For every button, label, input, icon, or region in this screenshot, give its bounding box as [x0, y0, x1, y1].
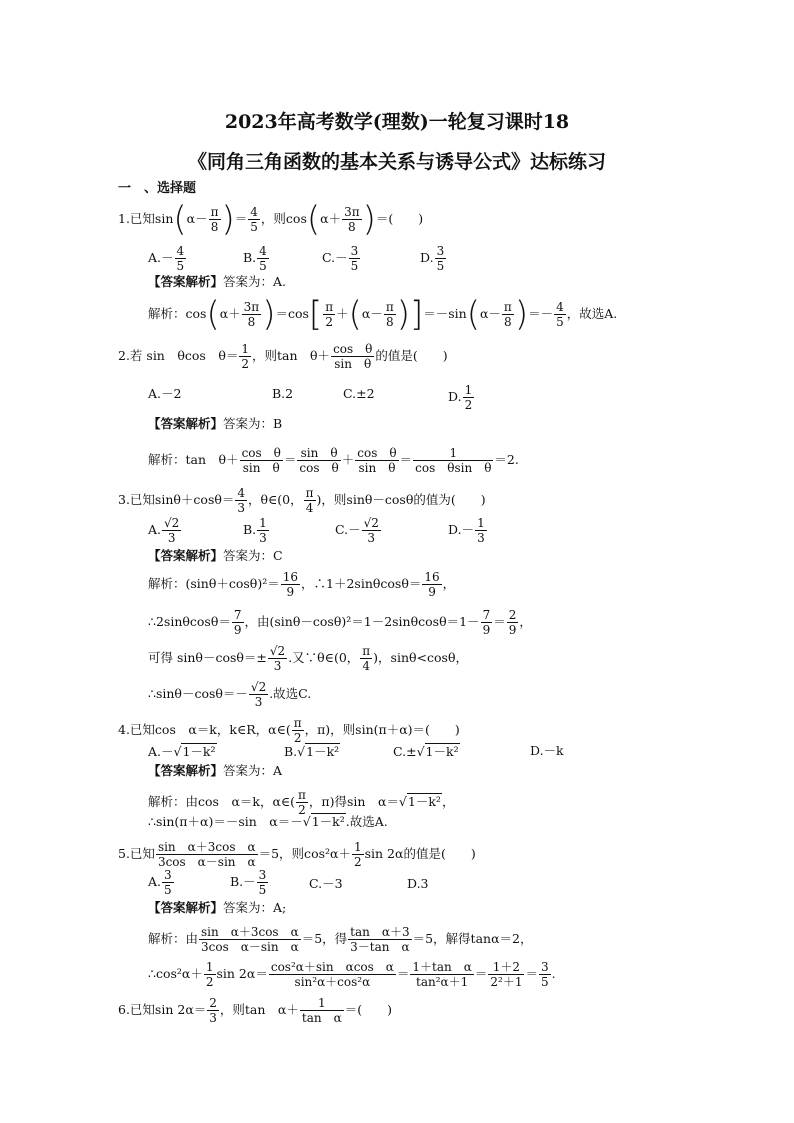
fraction — [257, 516, 269, 545]
fraction — [481, 608, 493, 637]
fraction-den: cos θsin θ — [415, 461, 492, 475]
fraction — [323, 300, 335, 329]
fraction — [281, 570, 300, 599]
fraction-den: 9 — [286, 585, 295, 599]
fraction — [422, 570, 441, 599]
q1-option-a — [148, 244, 187, 273]
q5-solution-line-1 — [148, 925, 532, 954]
fraction-num: 1 — [413, 446, 493, 461]
fraction — [539, 960, 551, 989]
fraction-den: 2²＋1 — [490, 975, 523, 989]
fraction-den: 9 — [428, 585, 436, 599]
solution-text: ∴cos²α＋ — [148, 966, 203, 981]
fraction — [249, 680, 268, 709]
fraction-num: 1 — [477, 516, 485, 530]
fraction-num: cos θ — [241, 446, 281, 460]
q1-solution: 解析：cos(α＋ $\frac{3\pi}{8}$ )＝cos[ $\frac{\pi}{2}$ ＋(α－ $\frac{\pi}{8}$ )]＝－sin(α－ $\frac{\pi}{8}$ )＝－ $\frac{4}{5}$ ，故选A. — [148, 294, 618, 335]
fraction-den: 3 — [237, 501, 246, 515]
solution-text: 解析：tan θ＋ — [148, 452, 239, 467]
fraction-den: 5 — [556, 315, 564, 329]
solution-text: ＝2. — [494, 452, 519, 467]
fraction — [475, 516, 487, 545]
q2-text: 的值是( ) — [375, 348, 448, 363]
fraction-num: cos θ — [333, 342, 373, 356]
q2-answer — [148, 416, 282, 432]
q6-text: ，则tan α＋ — [219, 1002, 299, 1017]
fraction-den: 8 — [247, 315, 256, 329]
fraction — [257, 868, 269, 897]
q4-option-c: C.±√1－k² — [393, 744, 459, 759]
q1-text: ＝ — [234, 211, 248, 226]
fraction-num: √2 — [250, 680, 267, 694]
fraction-den: 9 — [233, 623, 242, 637]
q1-text: α－ — [186, 211, 208, 226]
q1-text: ，则cos — [260, 211, 307, 226]
q4-answer — [148, 763, 282, 779]
fraction — [554, 300, 566, 329]
fraction-den: 2 — [298, 803, 306, 817]
answer-text: 答案为：B — [223, 416, 283, 431]
radical: 1－k² — [311, 814, 345, 829]
fraction-num: sin α＋3cos α — [157, 840, 256, 854]
fraction-den: 2 — [293, 731, 302, 745]
fraction — [384, 300, 396, 329]
fraction-den: 8 — [210, 220, 219, 234]
q1-answer — [148, 274, 286, 290]
solution-text: )，sinθ<cosθ， — [373, 650, 468, 665]
fraction — [410, 960, 473, 989]
solution-text: ＝－ — [528, 306, 554, 321]
fraction-den: 3 — [167, 531, 176, 545]
q5-option-b — [230, 868, 269, 897]
fraction-num: 1 — [241, 342, 249, 356]
fraction — [352, 840, 364, 869]
answer-tag: 【答案解析】 — [148, 763, 224, 778]
fraction-num: cos θ — [357, 446, 397, 460]
fraction — [348, 925, 411, 954]
q3-solution-line-4 — [148, 680, 311, 709]
q4-solution-line-1: 解析：由cos α＝k，α∈( $\frac{\pi}{2}$ ，π)得sin α＝√1－k²， — [148, 788, 455, 817]
fraction — [300, 996, 344, 1025]
solution-text: .故选C. — [269, 686, 312, 701]
document-subtitle: 《同角三角函数的基本关系与诱导公式》达标练习 — [187, 151, 606, 173]
q3-option-a — [148, 516, 182, 545]
radical: 1－k² — [425, 744, 459, 759]
answer-tag: 【答案解析】 — [148, 416, 224, 431]
fraction-den: 3－tan α — [350, 940, 410, 954]
fraction-num: 3 — [541, 960, 549, 974]
fraction-num: 1＋2 — [488, 960, 524, 975]
q2-text: 2.若 sin θcos θ＝ — [118, 348, 239, 363]
fraction — [304, 486, 316, 515]
option-label: A.－ — [148, 250, 174, 265]
fraction-num: tan α＋3 — [350, 925, 410, 939]
option-label: C.± — [393, 744, 417, 759]
fraction — [239, 342, 251, 371]
option-label: C.－ — [322, 250, 348, 265]
fraction — [360, 644, 372, 673]
fraction-num: π — [385, 300, 394, 314]
fraction — [507, 608, 519, 637]
fraction-den: 3cos α－sin α — [201, 940, 299, 954]
q2-option-a: A.－2 — [148, 386, 182, 401]
fraction — [355, 446, 398, 475]
fraction-den: 8 — [504, 315, 512, 329]
fraction — [488, 960, 524, 989]
radical: 1－k² — [306, 744, 340, 759]
fraction-num: √2 — [269, 644, 286, 658]
solution-text: . — [551, 966, 556, 981]
option-label: D. — [420, 250, 434, 265]
question-4 — [118, 716, 460, 745]
q2-option-c: C.±2 — [343, 386, 375, 401]
section-heading: 一 、选择题 — [118, 181, 197, 196]
solution-text: ，∴1＋2sinθcosθ＝ — [301, 576, 422, 591]
q4-option-a: A.－√1－k² — [148, 744, 216, 759]
q2-solution — [148, 446, 519, 475]
fraction — [207, 996, 219, 1025]
solution-text: ＋ — [341, 452, 355, 467]
q3-solution-line-1 — [148, 570, 455, 599]
fraction — [204, 960, 216, 989]
fraction — [235, 486, 247, 515]
fraction — [297, 446, 340, 475]
fraction-den: 9 — [508, 623, 517, 637]
fraction-den: sin θ — [334, 357, 372, 371]
q5-option-a — [148, 868, 175, 897]
fraction-num: 4 — [250, 205, 258, 219]
solution-text: .故选A. — [345, 814, 388, 829]
fraction — [242, 300, 262, 329]
fraction — [362, 516, 381, 545]
fraction-den: 8 — [348, 220, 356, 234]
fraction — [175, 244, 187, 273]
fraction — [292, 716, 304, 745]
q1-text: 1.已知sin — [118, 211, 174, 226]
fraction — [268, 644, 287, 673]
option-label: A.－ — [148, 744, 174, 759]
answer-tag: 【答案解析】 — [148, 274, 224, 289]
solution-text: ，故选A. — [566, 306, 618, 321]
solution-text: ＋ — [336, 306, 349, 321]
fraction-den: 8 — [385, 315, 394, 329]
fraction-num: π — [210, 205, 219, 219]
q4-text: ，π)，则sin(π＋α)＝( ) — [304, 722, 460, 737]
q4-option-b: B.√1－k² — [284, 744, 340, 759]
fraction-num: 1＋tan α — [412, 960, 472, 974]
q3-option-b — [243, 516, 270, 545]
option-label: A. — [148, 874, 162, 889]
fraction-den: 3 — [209, 1011, 217, 1025]
question-1: 1.已知sin(α－ $\frac{\pi}{8}$ )＝ $\frac{4}{5}$ ，则cos(α＋ $\frac{3\pi}{8}$ )＝( ) — [118, 199, 424, 240]
q3-answer — [148, 548, 283, 564]
fraction-num: 4 — [176, 244, 185, 258]
fraction-den: 2 — [353, 855, 362, 869]
fraction — [199, 925, 301, 954]
fraction — [463, 383, 475, 412]
solution-text: α＋ — [219, 306, 241, 321]
fraction-den: 9 — [482, 623, 491, 637]
fraction-den: 3cos α－sin α — [157, 855, 256, 869]
fraction-num: 1 — [205, 960, 214, 974]
fraction-den: 2 — [464, 398, 473, 412]
fraction — [269, 960, 396, 989]
q5-solution-line-2 — [148, 960, 556, 989]
fraction-num: 7 — [482, 608, 491, 622]
fraction-num: 3π — [344, 205, 360, 219]
q1-text: ＝( ) — [375, 211, 424, 226]
answer-text: 答案为：C — [223, 548, 283, 563]
fraction-den: sin θ — [242, 461, 280, 475]
q4-text: 4.已知cos α＝k，k∈R，α∈( — [118, 722, 291, 737]
fraction-num: π — [298, 788, 306, 802]
fraction — [342, 205, 362, 234]
fraction-num: 1 — [300, 996, 344, 1011]
fraction-num: 4 — [237, 486, 246, 500]
solution-text: ＝ — [283, 452, 297, 467]
solution-text: α－ — [361, 306, 383, 321]
answer-tag: 【答案解析】 — [148, 900, 224, 915]
solution-text: ∴sin(π＋α)＝－sin α＝－ — [148, 814, 303, 829]
fraction-num: 3 — [258, 868, 267, 882]
q2-option-b: B.2 — [272, 386, 294, 401]
solution-text: .又∵θ∈(0， — [288, 650, 360, 665]
option-label: C.－ — [335, 522, 361, 537]
option-label: D.－ — [448, 522, 475, 537]
question-3 — [118, 486, 486, 515]
fraction-den: 5 — [259, 259, 267, 273]
solution-text: ＝5，得 — [301, 931, 348, 946]
solution-text: ，由(sinθ－cosθ)²＝1－2sinθcosθ＝1－ — [244, 614, 480, 629]
question-5 — [118, 840, 476, 869]
solution-text: ， — [519, 614, 532, 629]
fraction-num: 3 — [350, 244, 359, 258]
q1-option-b — [243, 244, 270, 273]
q3-option-c — [335, 516, 382, 545]
fraction — [232, 608, 244, 637]
q4-solution-line-2: ∴sin(π＋α)＝－sin α＝－√1－k².故选A. — [148, 814, 388, 829]
solution-text: ＝5，解得tanα＝2， — [412, 931, 533, 946]
fraction-num: 3π — [243, 300, 260, 314]
solution-text: α－ — [479, 306, 501, 321]
q3-solution-line-3 — [148, 644, 468, 673]
fraction-den: 5 — [436, 259, 445, 273]
radical: 1－k² — [182, 744, 216, 759]
fraction — [248, 205, 260, 234]
fraction-num: 2 — [209, 996, 217, 1010]
solution-text: ＝ — [399, 452, 413, 467]
q3-text: 3.已知sinθ＋cosθ＝ — [118, 492, 235, 507]
solution-text: 解析：(sinθ＋cosθ)²＝ — [148, 576, 280, 591]
fraction-den: 4 — [362, 659, 371, 673]
option-label: D. — [448, 389, 462, 404]
answer-tag: 【答案解析】 — [148, 548, 224, 563]
fraction-den: sin θ — [358, 461, 396, 475]
fraction-num: 3 — [164, 868, 172, 882]
fraction-den: 5 — [350, 259, 359, 273]
solution-text: ＝ — [396, 966, 410, 981]
fraction-den: 3 — [477, 531, 485, 545]
fraction-num: π — [503, 300, 512, 314]
q6-text: ＝( ) — [344, 1002, 392, 1017]
fraction-den: 2 — [205, 975, 214, 989]
q3-option-d — [448, 516, 488, 545]
fraction-num: π — [293, 716, 302, 730]
option-label: B. — [284, 744, 298, 759]
fraction-num: 1 — [259, 516, 267, 530]
question-2 — [118, 342, 448, 371]
q5-answer — [148, 900, 286, 916]
solution-text: ＝ — [493, 614, 506, 629]
solution-text: ∴2sinθcosθ＝ — [148, 614, 231, 629]
fraction-num: π — [325, 300, 334, 314]
fraction-den: cos θ — [299, 461, 339, 475]
fraction-num: 1 — [464, 383, 473, 397]
fraction-num: sin α＋3cos α — [201, 925, 299, 939]
answer-text: 答案为：A — [223, 763, 283, 778]
solution-text: ， — [441, 794, 455, 809]
fraction-num: 1 — [353, 840, 362, 854]
fraction-den: 3 — [273, 659, 282, 673]
fraction-den: 5 — [164, 883, 172, 897]
solution-text: ＝ — [525, 966, 538, 981]
solution-text: ，π)得sin α＝ — [308, 794, 399, 809]
fraction — [331, 342, 374, 371]
fraction-den: 2 — [241, 357, 249, 371]
fraction-num: 7 — [233, 608, 242, 622]
question-6 — [118, 996, 392, 1025]
solution-text: ∴sinθ－cosθ＝－ — [148, 686, 248, 701]
fraction-num: √2 — [164, 516, 180, 530]
fraction — [162, 868, 174, 897]
fraction-den: sin²α＋cos²α — [294, 975, 371, 989]
fraction — [502, 300, 514, 329]
q1-text: α＋ — [320, 211, 342, 226]
answer-text: 答案为：A. — [223, 274, 287, 289]
option-label: A. — [148, 522, 162, 537]
answer-text: 答案为：A; — [223, 900, 287, 915]
fraction-num: 4 — [259, 244, 267, 258]
solution-text: ＝ — [474, 966, 488, 981]
solution-text: ＝cos — [275, 306, 309, 321]
fraction — [413, 446, 493, 475]
fraction — [257, 244, 269, 273]
document-title: 2023年高考数学(理数)一轮复习课时18 — [224, 111, 570, 133]
fraction-num: π — [305, 486, 314, 500]
fraction — [435, 244, 447, 273]
fraction-num: π — [362, 644, 371, 658]
option-label: B. — [243, 250, 257, 265]
q5-text: sin 2α的值是( ) — [364, 846, 476, 861]
fraction-num: sin θ — [297, 446, 340, 461]
q3-text: )，则sinθ－cosθ的值为( ) — [316, 492, 486, 507]
fraction-den: 3 — [367, 531, 376, 545]
fraction — [240, 446, 283, 475]
solution-text: 可得 sinθ－cosθ＝± — [148, 650, 267, 665]
q2-option-d — [448, 383, 475, 412]
fraction-den: tan²α＋1 — [416, 975, 469, 989]
solution-text: 解析：由cos α＝k，α∈( — [148, 794, 296, 809]
solution-text: 解析：由 — [148, 931, 199, 946]
q4-option-d: D.－k — [530, 743, 564, 758]
fraction-num: √2 — [363, 516, 379, 530]
q5-option-d: D.3 — [407, 876, 429, 891]
option-label: B.－ — [230, 874, 256, 889]
fraction-num: cos²α＋sin αcos α — [270, 960, 394, 974]
fraction-num: 2 — [508, 608, 517, 622]
solution-text: 解析：cos — [148, 306, 207, 321]
fraction-den: 3 — [254, 695, 263, 709]
fraction — [156, 840, 258, 869]
q3-solution-line-2 — [148, 608, 532, 637]
solution-text: sin 2α＝ — [216, 966, 268, 981]
solution-text: ， — [442, 576, 456, 591]
q2-text: ，则tan θ＋ — [252, 348, 331, 363]
fraction-den: tan α — [301, 1011, 342, 1025]
fraction — [209, 205, 221, 234]
fraction-num: 4 — [556, 300, 564, 314]
q1-option-c — [322, 244, 361, 273]
fraction-den: 5 — [258, 883, 267, 897]
q1-option-d — [420, 244, 447, 273]
option-label: B. — [243, 522, 257, 537]
fraction-num: 16 — [282, 570, 299, 584]
q5-text: ＝5，则cos²α＋ — [258, 846, 351, 861]
fraction-den: 3 — [259, 531, 267, 545]
q3-text: ，θ∈(0， — [248, 492, 303, 507]
fraction-den: 4 — [305, 501, 314, 515]
fraction-den: 5 — [541, 975, 549, 989]
fraction-num: 16 — [424, 570, 440, 584]
q5-text: 5.已知 — [118, 846, 155, 861]
fraction-den: 5 — [176, 259, 185, 273]
solution-text: ＝－sin — [423, 306, 467, 321]
radical: 1－k² — [407, 794, 441, 809]
fraction-den: 5 — [250, 220, 258, 234]
fraction-num: 3 — [436, 244, 445, 258]
fraction-den: 2 — [325, 315, 333, 329]
fraction — [349, 244, 361, 273]
fraction — [162, 516, 181, 545]
q6-text: 6.已知sin 2α＝ — [118, 1002, 207, 1017]
q5-option-c: C.－3 — [309, 876, 343, 891]
